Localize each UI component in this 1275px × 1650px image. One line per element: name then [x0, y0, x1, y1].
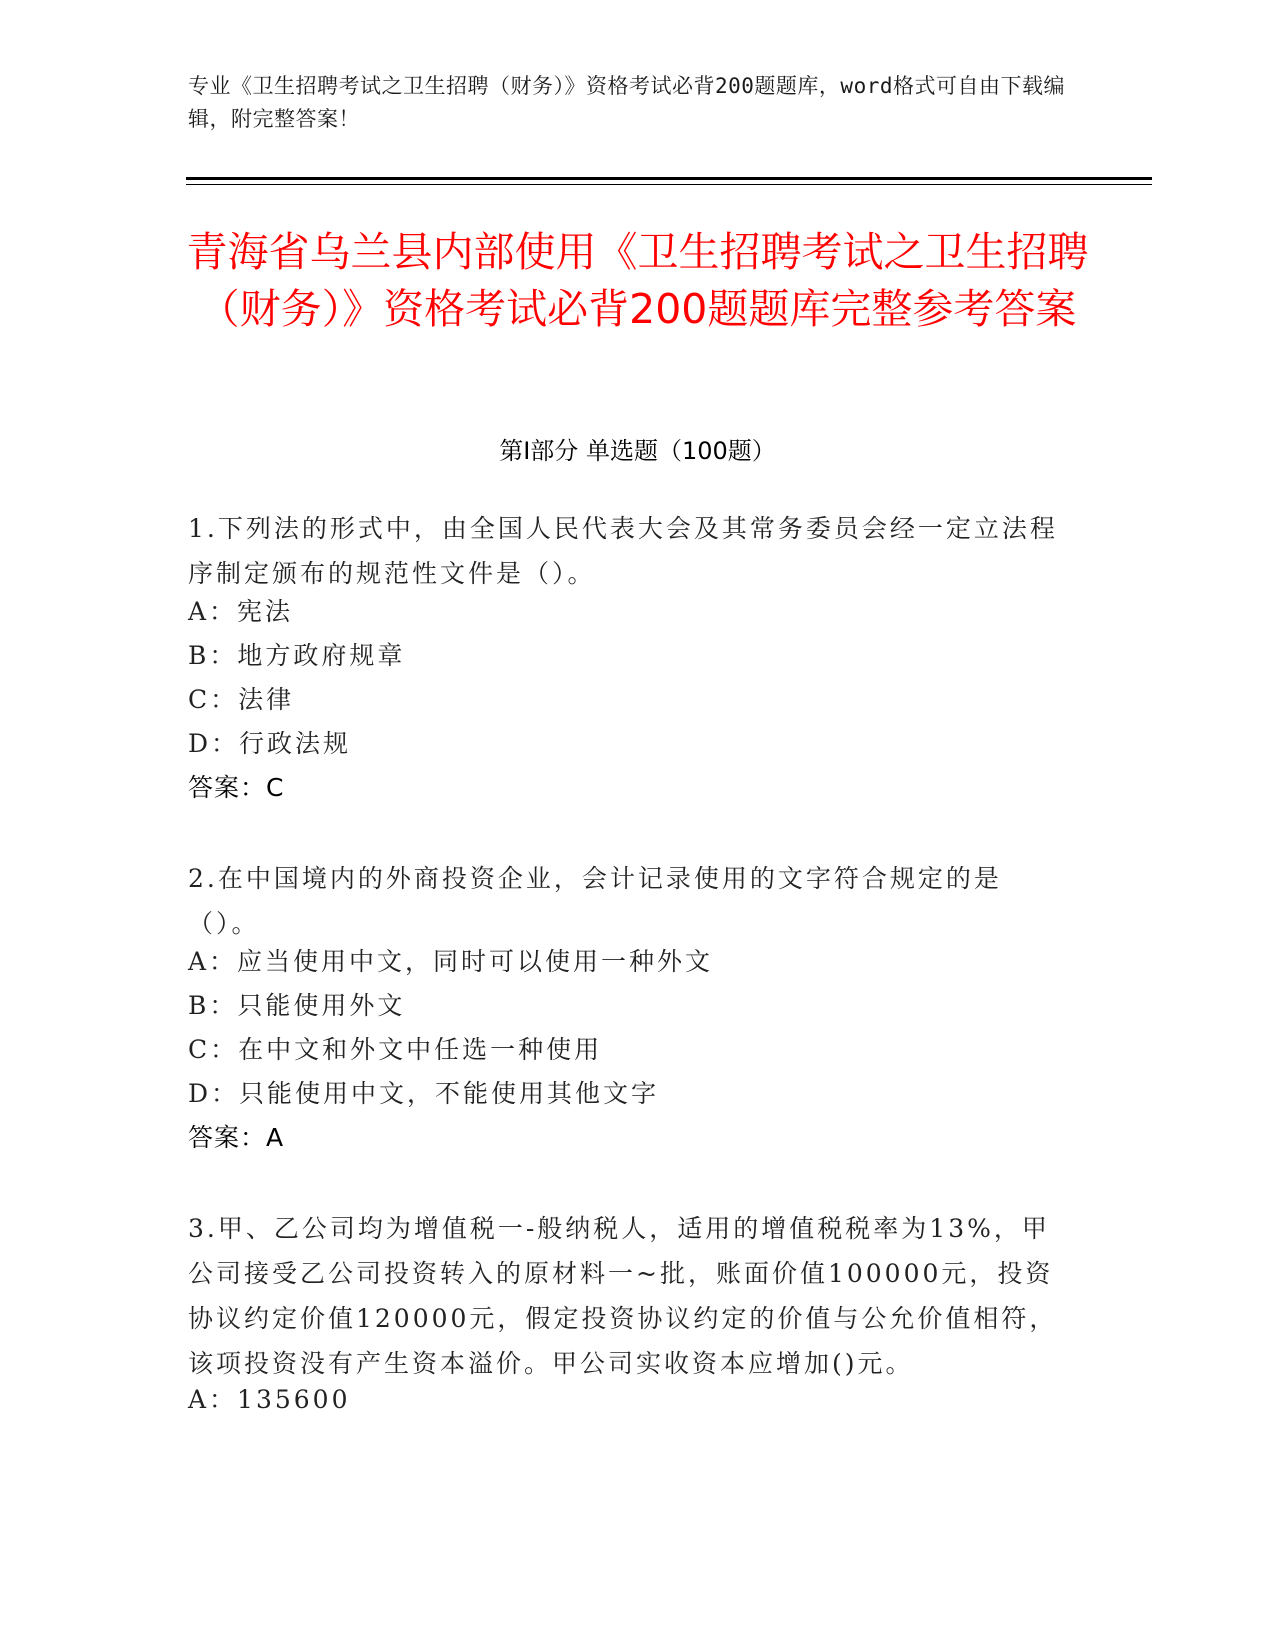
question-option: B：只能使用外文 — [188, 991, 406, 1020]
question-answer: 答案：A — [188, 1123, 285, 1152]
question-text: 2.在中国境内的外商投资企业，会计记录使用的文字符合规定的是（）。 — [188, 864, 1002, 938]
question-option: C：在中文和外文中任选一种使用 — [188, 1035, 603, 1064]
header-note: 专业《卫生招聘考试之卫生招聘（财务）》资格考试必背200题题库，word格式可自由下载编辑，附完整答案！ — [188, 74, 1065, 131]
document-title: 青海省乌兰县内部使用《卫生招聘考试之卫生招聘（财务）》资格考试必背200题题库完整参考答案 — [186, 228, 1089, 333]
section-title: 第I部分 单选题（100题） — [499, 437, 776, 465]
question-option: D：行政法规 — [188, 729, 352, 758]
question-option: A：135600 — [188, 1385, 351, 1414]
question-option: A：宪法 — [188, 597, 294, 626]
question-answer: 答案：C — [188, 773, 285, 802]
question-text: 1.下列法的形式中，由全国人民代表大会及其常务委员会经一定立法程序制定颁布的规范性文件是（）。 — [188, 514, 1058, 588]
question-option: D：只能使用中文，不能使用其他文字 — [188, 1079, 660, 1108]
header-rule-thick — [186, 177, 1152, 180]
question-option: B：地方政府规章 — [188, 641, 406, 670]
question-text: 3.甲、乙公司均为增值税一-般纳税人，适用的增值税税率为13%，甲公司接受乙公司投资转入的原材料一~批，账面价值100000元，投资协议约定价值120000元，假定投资协议约定的价值与公允价值相符，该项投资没有产生资本溢价。甲公司实收资本应增加()元。 — [188, 1214, 1058, 1378]
question-option: C：法律 — [188, 685, 295, 714]
question-option: A：应当使用中文，同时可以使用一种外文 — [188, 947, 714, 976]
header-rule-thin — [186, 184, 1152, 185]
